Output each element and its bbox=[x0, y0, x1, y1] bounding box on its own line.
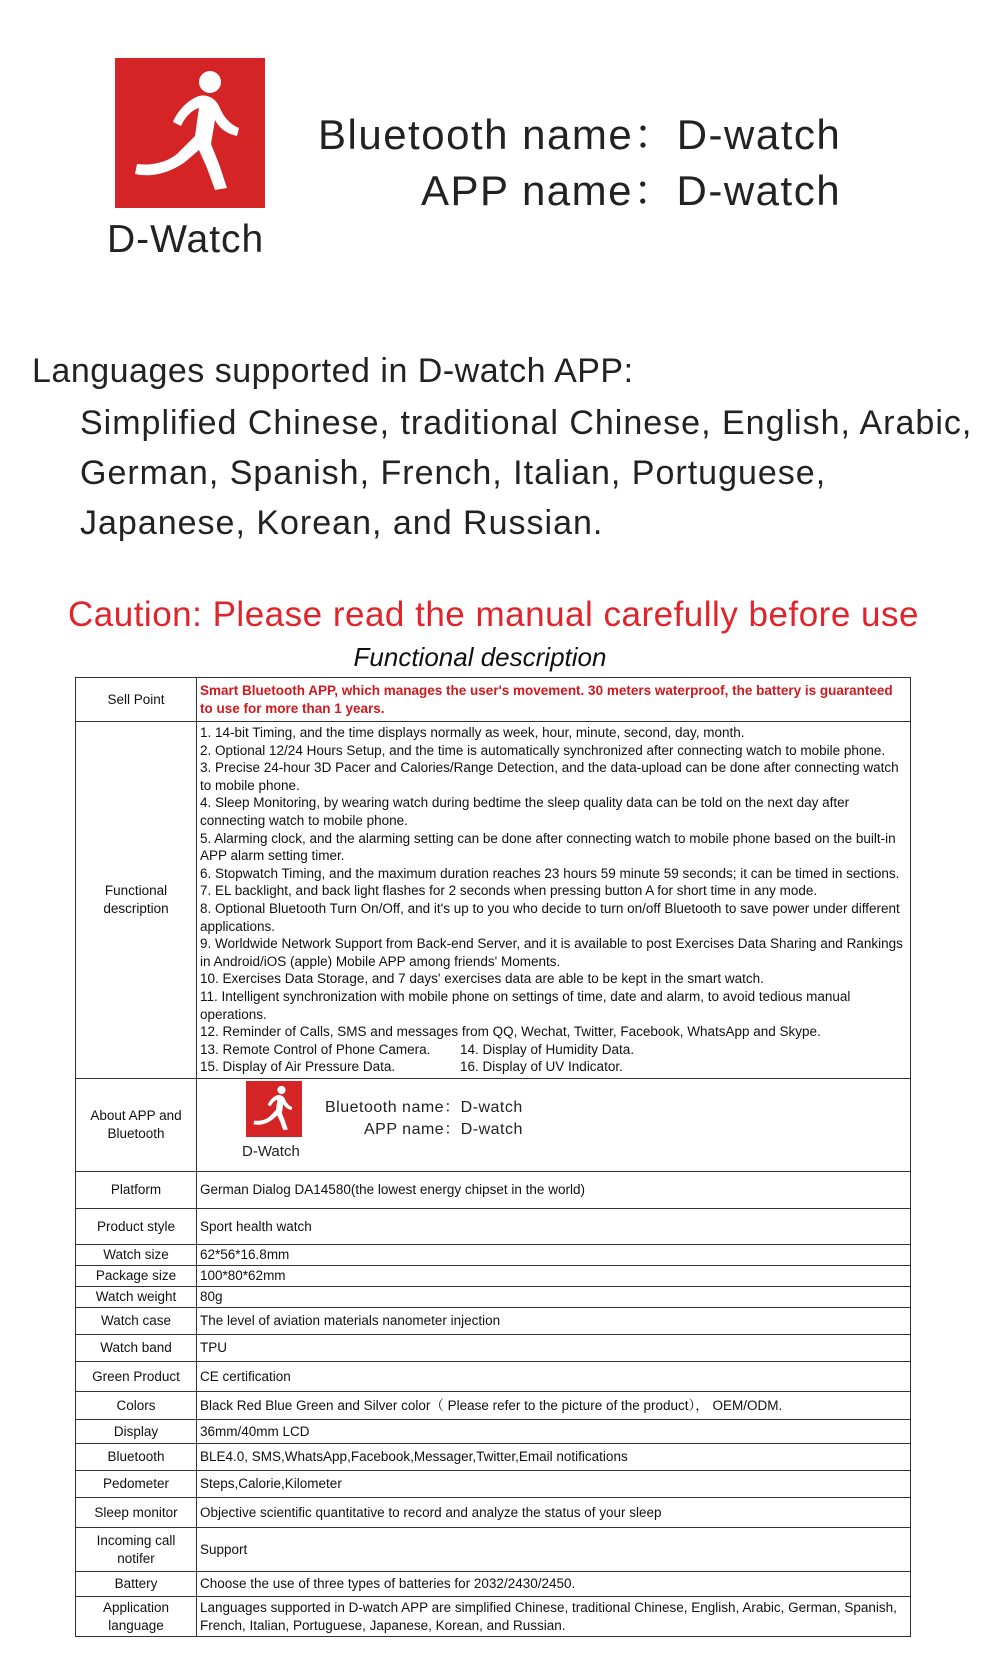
table-row bbox=[76, 1420, 911, 1444]
row-label: Product style bbox=[76, 1209, 197, 1245]
row-value: Languages supported in D-watch APP are simplified Chinese, traditional Chinese, English, Arabic, German, Spanish, French, Italian, Portuguese, Japanese, Korean, and Russian. bbox=[197, 1597, 911, 1637]
about-cell bbox=[197, 1079, 911, 1172]
runner-icon bbox=[246, 1081, 302, 1137]
row-label: Incoming call notifer bbox=[76, 1528, 197, 1572]
about-logo-group bbox=[200, 1079, 907, 1171]
row-value: Sport health watch bbox=[197, 1209, 911, 1245]
languages-list: Simplified Chinese, traditional Chinese, English, Arabic, German, Spanish, French, Italian, Portuguese, Japanese, Korean, and Russian. bbox=[80, 404, 973, 542]
row-label: Display bbox=[76, 1420, 197, 1444]
table-row bbox=[76, 1471, 911, 1498]
list-item-13: 13. Remote Control of Phone Camera. bbox=[200, 1041, 431, 1057]
languages-title: Languages supported in D-watch APP: bbox=[32, 352, 634, 390]
list-item: 5. Alarming clock, and the alarming setting can be done after connecting watch to mobile phone based on the built-in APP alarm setting timer. bbox=[200, 830, 896, 864]
row-value: 62*56*16.8mm bbox=[197, 1245, 911, 1266]
row-value: Support bbox=[197, 1528, 911, 1572]
mini-bluetooth-name: Bluetooth name：D-watch bbox=[325, 1099, 523, 1116]
row-label: Platform bbox=[76, 1172, 197, 1209]
row-value: 36mm/40mm LCD bbox=[197, 1420, 911, 1444]
table-row bbox=[76, 1287, 911, 1308]
row-label: Functional description bbox=[76, 722, 197, 1079]
table-row bbox=[76, 1209, 911, 1245]
list-item: 9. Worldwide Network Support from Back-end Server, and it is available to post Exercises Data Sharing and Rankings in Android/iOS (apple) Mobile APP among friends' Moments. bbox=[200, 936, 903, 969]
row-label: About APP and Bluetooth bbox=[76, 1079, 197, 1172]
row-label: Sleep monitor bbox=[76, 1498, 197, 1528]
table-row bbox=[76, 1335, 911, 1362]
logo-text: D-Watch bbox=[107, 218, 265, 261]
table-row bbox=[76, 1392, 911, 1420]
table-row bbox=[76, 1597, 911, 1637]
row-value: The level of aviation materials nanometer injection bbox=[197, 1308, 911, 1335]
table-row bbox=[76, 1172, 911, 1209]
list-item: 3. Precise 24-hour 3D Pacer and Calories/Range Detection, and the data-upload can be done after connecting watch to mobile phone. bbox=[200, 760, 899, 793]
row-label: Watch weight bbox=[76, 1287, 197, 1308]
row-label: Pedometer bbox=[76, 1471, 197, 1498]
list-item-16: 16. Display of UV Indicator. bbox=[460, 1059, 623, 1075]
list-item-15: 15. Display of Air Pressure Data. bbox=[200, 1059, 396, 1075]
table-row bbox=[76, 1245, 911, 1266]
row-label: Watch case bbox=[76, 1308, 197, 1335]
mini-logo-text: D-Watch bbox=[242, 1143, 300, 1160]
list-item: 4. Sleep Monitoring, by wearing watch during bedtime the sleep quality data can be told on the next day after connecting watch to mobile phone. bbox=[200, 795, 850, 829]
row-label: Sell Point bbox=[76, 678, 197, 722]
row-value: Choose the use of three types of batteries for 2032/2430/2450. bbox=[197, 1572, 911, 1597]
table-row bbox=[76, 1362, 911, 1392]
row-value: German Dialog DA14580(the lowest energy chipset in the world) bbox=[197, 1172, 911, 1209]
runner-logo bbox=[115, 58, 265, 208]
list-item: 8. Optional Bluetooth Turn On/Off, and it's up to you who decide to turn on/off Bluetooth to save power under different applications. bbox=[200, 901, 900, 934]
list-item bbox=[200, 1058, 907, 1076]
caution-notice: Caution: Please read the manual carefully before use bbox=[68, 595, 919, 634]
functional-list bbox=[197, 722, 911, 1079]
list-item: 12. Reminder of Calls, SMS and messages from QQ, Wechat, Twitter, Facebook, WhatsApp and Skype. bbox=[200, 1024, 821, 1040]
row-label: Bluetooth bbox=[76, 1444, 197, 1471]
section-title: Functional description bbox=[353, 642, 607, 672]
list-item: 7. EL backlight, and back light flashes for 2 seconds when pressing button A for short time in any mode. bbox=[200, 883, 818, 899]
sell-point-value: Smart Bluetooth APP, which manages the user's movement. 30 meters waterproof, the battery is guaranteed to use for more than 1 years. bbox=[197, 678, 911, 722]
row-value: Objective scientific quantitative to record and analyze the status of your sleep bbox=[197, 1498, 911, 1528]
row-label: Battery bbox=[76, 1572, 197, 1597]
row-label: Application language bbox=[76, 1597, 197, 1637]
row-label: Package size bbox=[76, 1266, 197, 1287]
row-value: Black Red Blue Green and Silver color（ Please refer to the picture of the product）， OEM/ODM. bbox=[197, 1392, 911, 1420]
row-label: Watch size bbox=[76, 1245, 197, 1266]
table-row bbox=[76, 1572, 911, 1597]
row-value: CE certification bbox=[197, 1362, 911, 1392]
spec-table bbox=[75, 677, 911, 1637]
table-row bbox=[76, 1308, 911, 1335]
app-name-heading: APP name：D-watch bbox=[421, 167, 842, 214]
list-item-14: 14. Display of Humidity Data. bbox=[460, 1041, 635, 1057]
row-label: Green Product bbox=[76, 1362, 197, 1392]
table-row bbox=[76, 1498, 911, 1528]
row-value: 80g bbox=[197, 1287, 911, 1308]
row-value: TPU bbox=[197, 1335, 911, 1362]
list-item: 10. Exercises Data Storage, and 7 days' exercises data are able to be kept in the smart watch. bbox=[200, 971, 764, 987]
table-row bbox=[76, 1528, 911, 1572]
row-value: Steps,Calorie,Kilometer bbox=[197, 1471, 911, 1498]
row-value: BLE4.0, SMS,WhatsApp,Facebook,Messager,Twitter,Email notifications bbox=[197, 1444, 911, 1471]
table-row-sell-point bbox=[76, 678, 911, 722]
row-label: Watch band bbox=[76, 1335, 197, 1362]
table-row bbox=[76, 1266, 911, 1287]
mini-app-name: APP name：D-watch bbox=[364, 1121, 523, 1138]
table-row-functional bbox=[76, 722, 911, 1079]
mini-runner-logo bbox=[246, 1081, 302, 1137]
list-item: 1. 14-bit Timing, and the time displays normally as week, hour, minute, second, day, month. bbox=[200, 725, 745, 741]
bluetooth-name-heading: Bluetooth name：D-watch bbox=[318, 111, 842, 158]
table-row bbox=[76, 1444, 911, 1471]
list-item: 2. Optional 12/24 Hours Setup, and the time is automatically synchronized after connecting watch to mobile phone. bbox=[200, 742, 886, 758]
list-item bbox=[200, 1041, 907, 1059]
row-value: 100*80*62mm bbox=[197, 1266, 911, 1287]
row-label: Colors bbox=[76, 1392, 197, 1420]
runner-icon bbox=[115, 58, 265, 208]
table-row-about bbox=[76, 1079, 911, 1172]
list-item: 11. Intelligent synchronization with mobile phone on settings of time, date and alarm, to avoid tedious manual operations. bbox=[200, 988, 851, 1022]
list-item: 6. Stopwatch Timing, and the maximum duration reaches 23 hours 59 minute 59 seconds; it can be timed in sections. bbox=[200, 865, 900, 881]
